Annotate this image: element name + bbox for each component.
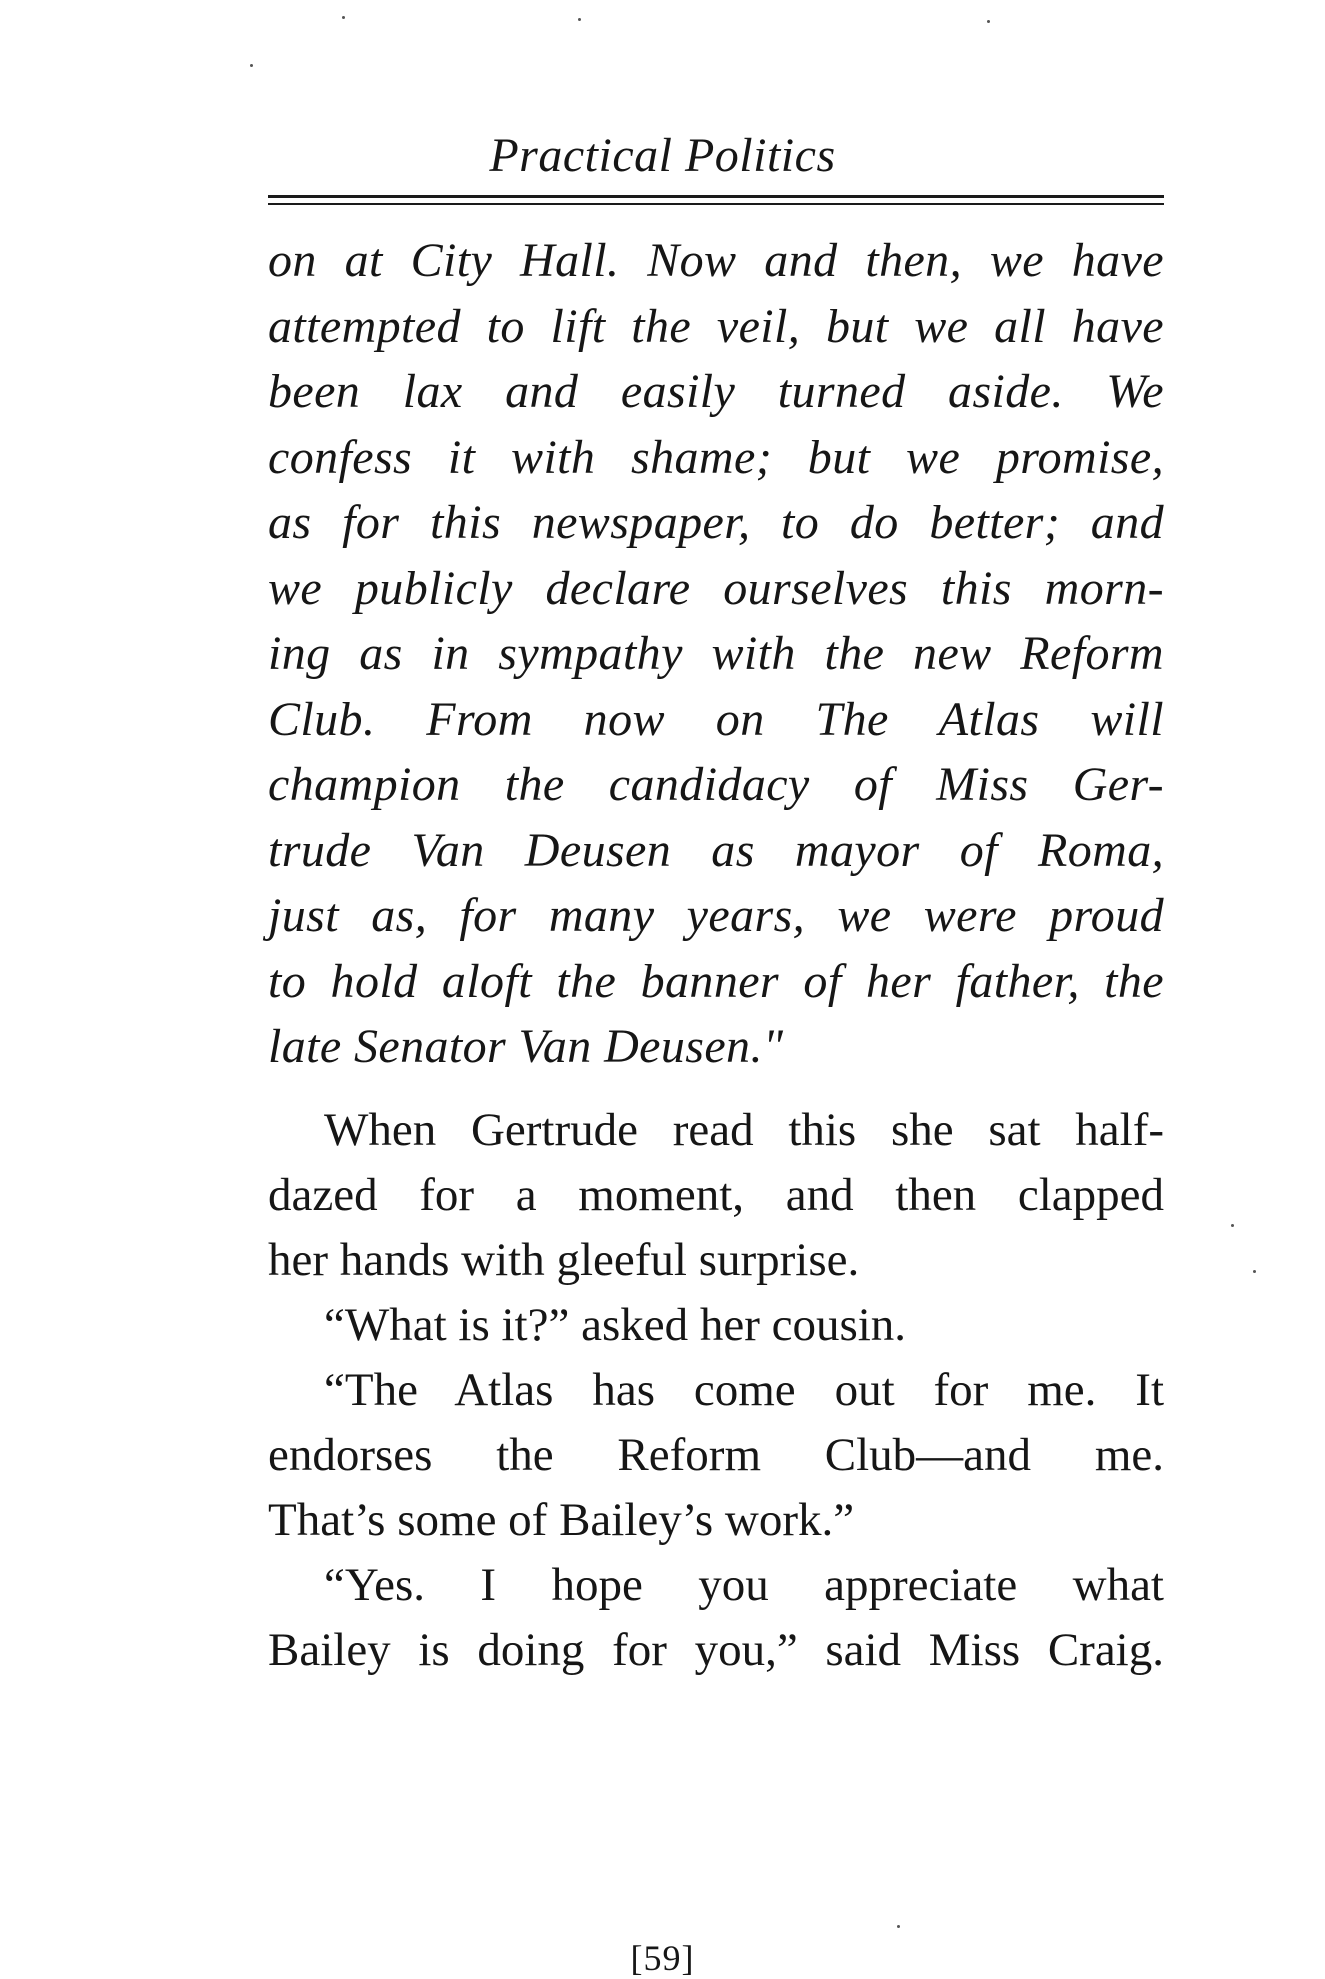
print-speck xyxy=(987,20,990,23)
text-line: her hands with gleeful surprise. xyxy=(268,1234,860,1286)
text-line: attempted to lift the veil, but we all have xyxy=(268,299,1164,353)
text-line: endorses the Reform Club—and me. xyxy=(268,1429,1164,1481)
paragraph-first-line: When Gertrude read this she sat half- xyxy=(324,1104,1164,1156)
text-line: late Senator Van Deusen." xyxy=(268,1020,784,1073)
text-line: That’s some of Bailey’s work.” xyxy=(268,1494,855,1546)
print-speck xyxy=(342,16,345,19)
text-line: we publicly declare ourselves this morn- xyxy=(268,561,1164,615)
print-speck xyxy=(578,18,581,21)
text-line: champion the candidacy of Miss Ger- xyxy=(268,758,1164,811)
text-line: Club. From now on The Atlas will xyxy=(268,692,1164,746)
text-line: ing as in sympathy with the new Reform xyxy=(268,627,1164,680)
print-speck xyxy=(897,1925,900,1928)
running-head: Practical Politics xyxy=(489,129,836,182)
quoted-newspaper-article xyxy=(268,228,1164,1080)
text-line: on at City Hall. Now and then, we have xyxy=(268,234,1164,287)
page-number: [59] xyxy=(630,1938,695,1978)
text-line: Bailey is doing for you,” said Miss Craig. xyxy=(268,1624,1164,1676)
paragraph-first-line: “What is it?” asked her cousin. xyxy=(324,1299,907,1351)
text-line: as for this newspaper, to do better; and xyxy=(268,496,1164,549)
text-line: trude Van Deusen as mayor of Roma, xyxy=(268,823,1164,877)
text-line: dazed for a moment, and then clapped xyxy=(268,1169,1164,1221)
text-line: to hold aloft the banner of her father, the xyxy=(268,954,1164,1008)
print-speck xyxy=(1231,1224,1234,1227)
header-rule-thin xyxy=(268,203,1164,205)
text-line: confess it with shame; but we promise, xyxy=(268,430,1164,484)
print-speck xyxy=(250,64,253,67)
text-line: been lax and easily turned aside. We xyxy=(268,365,1164,418)
text-line: just as, for many years, we were proud xyxy=(268,889,1164,942)
narrative-text xyxy=(268,1098,1164,1683)
paragraph-first-line: “Yes. I hope you appreciate what xyxy=(324,1559,1164,1611)
print-speck xyxy=(1253,1270,1256,1273)
header-rule-thick xyxy=(268,195,1164,198)
paragraph-first-line: “The Atlas has come out for me. It xyxy=(324,1364,1164,1416)
